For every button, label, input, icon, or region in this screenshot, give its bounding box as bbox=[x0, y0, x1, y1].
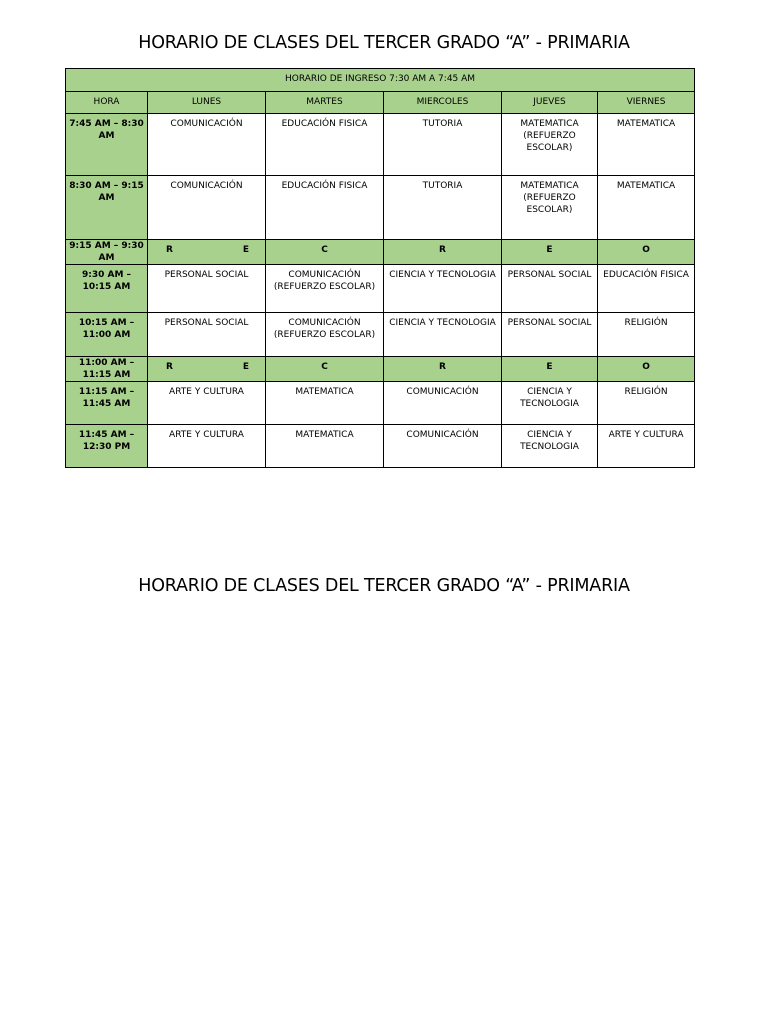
table-row bbox=[66, 425, 695, 468]
class-cell: COMUNICACIÓN (REFUERZO ESCOLAR) bbox=[266, 313, 384, 357]
class-cell: MATEMATICA bbox=[598, 114, 695, 176]
class-cell: MATEMATICA bbox=[598, 176, 695, 240]
class-cell: ARTE Y CULTURA bbox=[148, 425, 266, 468]
time-cell: 7:45 AM – 8:30 AM bbox=[66, 114, 148, 176]
class-cell: MATEMATICA (REFUERZO ESCOLAR) bbox=[502, 176, 598, 240]
header-cell-martes: MARTES bbox=[266, 92, 384, 114]
table-row bbox=[66, 265, 695, 313]
schedule-table bbox=[65, 68, 695, 468]
class-cell: COMUNICACIÓN bbox=[148, 114, 266, 176]
break-row bbox=[66, 357, 695, 382]
class-cell: EDUCACIÓN FISICA bbox=[266, 176, 384, 240]
class-cell: TUTORIA bbox=[384, 176, 502, 240]
break-cell: O bbox=[598, 240, 695, 265]
break-cell: O bbox=[598, 357, 695, 382]
header-cell-hora: HORA bbox=[66, 92, 148, 114]
time-cell: 11:15 AM – 11:45 AM bbox=[66, 382, 148, 425]
break-letter: R bbox=[166, 362, 173, 372]
header-cell-miercoles: MIERCOLES bbox=[384, 92, 502, 114]
class-cell: CIENCIA Y TECNOLOGIA bbox=[384, 313, 502, 357]
class-cell: CIENCIA Y TECNOLOGIA bbox=[384, 265, 502, 313]
time-cell: 8:30 AM – 9:15 AM bbox=[66, 176, 148, 240]
time-cell: 10:15 AM – 11:00 AM bbox=[66, 313, 148, 357]
header-cell-viernes: VIERNES bbox=[598, 92, 695, 114]
break-cell: E bbox=[502, 240, 598, 265]
class-cell: EDUCACIÓN FISICA bbox=[266, 114, 384, 176]
time-cell: 9:15 AM – 9:30 AM bbox=[66, 240, 148, 265]
class-cell: CIENCIA Y TECNOLOGIA bbox=[502, 382, 598, 425]
break-cell: C bbox=[266, 240, 384, 265]
class-cell: COMUNICACIÓN (REFUERZO ESCOLAR) bbox=[266, 265, 384, 313]
class-cell: COMUNICACIÓN bbox=[384, 382, 502, 425]
class-cell: MATEMATICA (REFUERZO ESCOLAR) bbox=[502, 114, 598, 176]
table-row bbox=[66, 114, 695, 176]
class-cell: MATEMATICA bbox=[266, 382, 384, 425]
class-cell: PERSONAL SOCIAL bbox=[502, 265, 598, 313]
class-cell: TUTORIA bbox=[384, 114, 502, 176]
break-row bbox=[66, 240, 695, 265]
class-cell: COMUNICACIÓN bbox=[148, 176, 266, 240]
break-cell: E bbox=[502, 357, 598, 382]
class-cell: ARTE Y CULTURA bbox=[598, 425, 695, 468]
break-letter: R bbox=[166, 245, 173, 255]
class-cell: ARTE Y CULTURA bbox=[148, 382, 266, 425]
break-letter: E bbox=[242, 245, 249, 255]
entry-hours-banner: HORARIO DE INGRESO 7:30 AM A 7:45 AM bbox=[66, 69, 695, 92]
break-cell bbox=[148, 240, 266, 265]
time-cell: 11:45 AM – 12:30 PM bbox=[66, 425, 148, 468]
class-cell: PERSONAL SOCIAL bbox=[148, 313, 266, 357]
class-cell: CIENCIA Y TECNOLOGIA bbox=[502, 425, 598, 468]
break-cell: R bbox=[384, 357, 502, 382]
class-cell: COMUNICACIÓN bbox=[384, 425, 502, 468]
table-row bbox=[66, 176, 695, 240]
class-cell: PERSONAL SOCIAL bbox=[148, 265, 266, 313]
page-title: HORARIO DE CLASES DEL TERCER GRADO “A” - PRIMARIA bbox=[138, 33, 630, 53]
header-row bbox=[66, 92, 695, 114]
banner-row bbox=[66, 69, 695, 92]
break-cell: R bbox=[384, 240, 502, 265]
break-letter: E bbox=[242, 362, 249, 372]
header-cell-lunes: LUNES bbox=[148, 92, 266, 114]
class-cell: PERSONAL SOCIAL bbox=[502, 313, 598, 357]
table-row bbox=[66, 313, 695, 357]
header-cell-jueves: JUEVES bbox=[502, 92, 598, 114]
break-cell bbox=[148, 357, 266, 382]
class-cell: RELIGIÓN bbox=[598, 382, 695, 425]
break-cell: C bbox=[266, 357, 384, 382]
class-cell: MATEMATICA bbox=[266, 425, 384, 468]
table-row bbox=[66, 382, 695, 425]
time-cell: 9:30 AM – 10:15 AM bbox=[66, 265, 148, 313]
time-cell: 11:00 AM – 11:15 AM bbox=[66, 357, 148, 382]
page-title-repeat: HORARIO DE CLASES DEL TERCER GRADO “A” - PRIMARIA bbox=[138, 576, 630, 596]
class-cell: RELIGIÓN bbox=[598, 313, 695, 357]
class-cell: EDUCACIÓN FISICA bbox=[598, 265, 695, 313]
